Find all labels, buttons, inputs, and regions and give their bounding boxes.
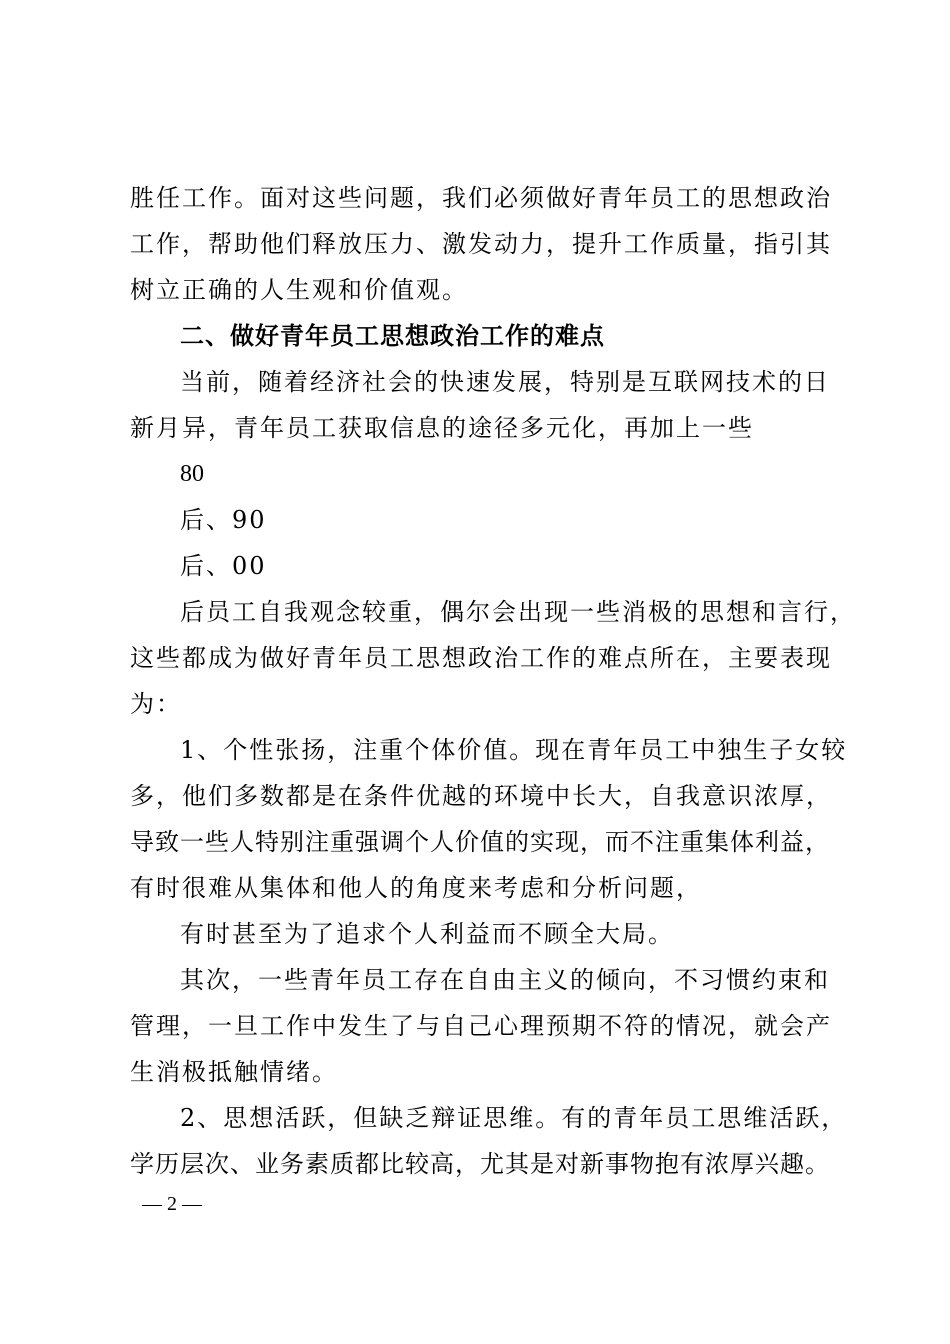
text-line-2: 工作，帮助他们释放压力、激发动力，提升工作质量，指引其 — [130, 230, 832, 258]
text-line-17: 有时甚至为了追求个人利益而不顾全大局。 — [180, 920, 674, 948]
text-line-22: 学历层次、业务素质都比较高，尤其是对新事物抱有浓厚兴趣。 — [130, 1150, 830, 1178]
text-line-12: 为： — [130, 690, 182, 718]
text-line-13: 1、个性张扬，注重个体价值。现在青年员工中独生子女较 — [180, 736, 848, 764]
text-line-3: 树立正确的人生观和价值观。 — [130, 276, 468, 304]
text-line-14: 多，他们多数都是在条件优越的环境中长大，自我意识浓厚， — [130, 782, 832, 810]
text-line-21: 2、思想活跃，但缺乏辩证思维。有的青年员工思维活跃， — [180, 1104, 848, 1132]
text-line-8: 后、90 — [180, 506, 267, 534]
text-line-6: 新月异，青年员工获取信息的途径多元化，再加上一些 — [130, 414, 754, 442]
text-line-19: 管理，一旦工作中发生了与自己心理预期不符的情况，就会产 — [130, 1012, 832, 1040]
text-line-16: 有时很难从集体和他人的角度来考虑和分析问题， — [130, 874, 702, 902]
page-number: — 2 — — [142, 1193, 202, 1215]
text-line-10: 后员工自我观念较重，偶尔会出现一些消极的思想和言行， — [180, 598, 856, 626]
text-line-18: 其次，一些青年员工存在自由主义的倾向，不习惯约束和 — [180, 966, 830, 994]
text-line-5: 当前，随着经济社会的快速发展，特别是互联网技术的日 — [180, 368, 830, 396]
text-line-7: 80 — [180, 461, 204, 487]
text-line-20: 生消极抵触情绪。 — [130, 1058, 338, 1086]
text-line-11: 这些都成为做好青年员工思想政治工作的难点所在，主要表现 — [130, 644, 832, 672]
text-line-9: 后、00 — [180, 552, 267, 580]
text-line-1: 胜任工作。面对这些问题，我们必须做好青年员工的思想政治 — [130, 184, 832, 212]
text-line-15: 导致一些人特别注重强调个人价值的实现，而不注重集体利益， — [130, 828, 830, 856]
section-heading: 二、做好青年员工思想政治工作的难点 — [180, 321, 605, 350]
